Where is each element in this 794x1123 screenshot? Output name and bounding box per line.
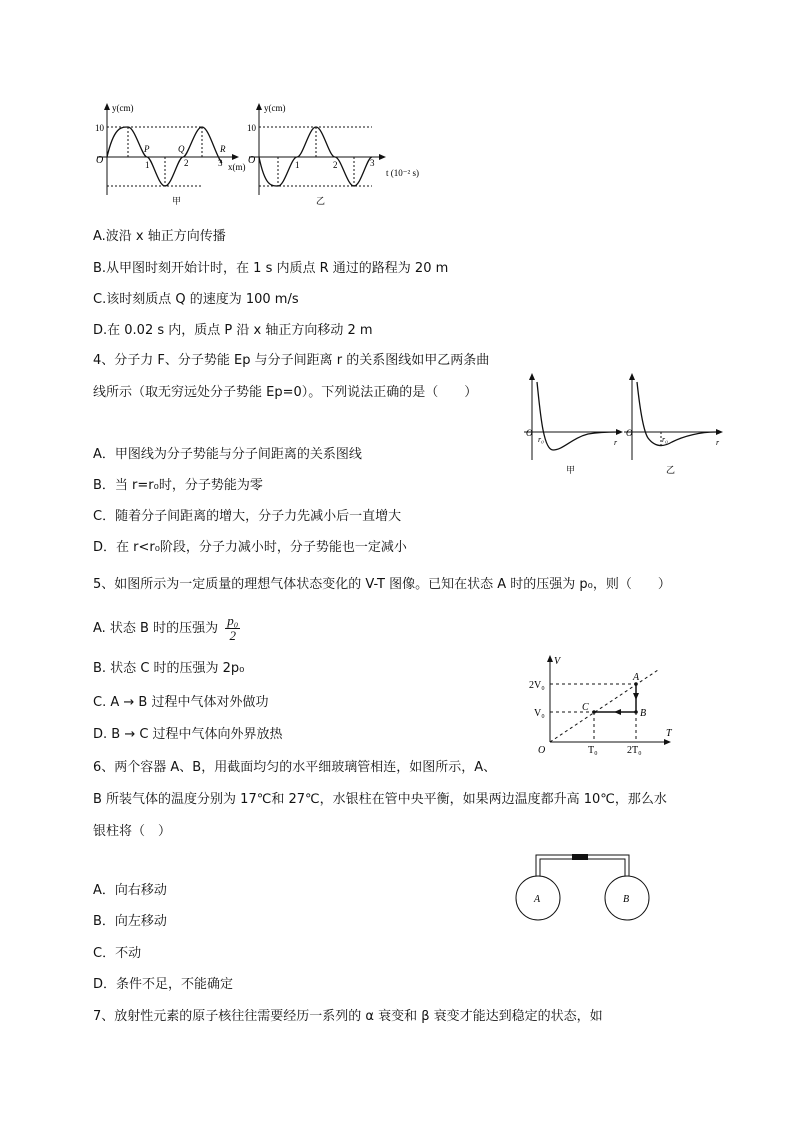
- q5-stem: 5、如图所示为一定质量的理想气体状态变化的 V-T 图像。已知在状态 A 时的压强为 p₀，则（ ）: [93, 577, 671, 592]
- svg-text:3: 3: [218, 158, 223, 168]
- svg-text:V: V: [554, 656, 561, 667]
- svg-text:2V₀: 2V₀: [529, 680, 545, 691]
- svg-text:x(m): x(m): [228, 162, 246, 172]
- svg-text:T₀: T₀: [588, 745, 598, 756]
- svg-text:10: 10: [95, 123, 104, 133]
- svg-text:3: 3: [370, 158, 375, 168]
- q5-fraction-numerator: p₀: [227, 613, 239, 628]
- q5-fraction-denominator: 2: [229, 628, 237, 643]
- q4-stem-line2: 线所示（取无穷远处分子势能 Ep=0）。下列说法正确的是（ ）: [93, 385, 478, 400]
- vibration-figure-yi: [244, 100, 434, 210]
- q4-stem-line1: 4、分子力 F、分子势能 Ep 与分子间距离 r 的关系图线如甲乙两条曲: [93, 353, 490, 368]
- svg-text:O: O: [626, 428, 633, 438]
- q6-stem-line1: 6、两个容器 A、B，用截面均匀的水平细玻璃管相连，如图所示，A、: [93, 760, 497, 775]
- q5-option-c: C. A → B 过程中气体对外做功: [93, 695, 269, 710]
- q3-option-c: C.该时刻质点 Q 的速度为 100 m/s: [93, 292, 299, 307]
- q5-option-d: D. B → C 过程中气体向外界放热: [93, 727, 283, 742]
- vt-graph-figure: [530, 650, 680, 760]
- q3-option-a: A.波沿 x 轴正方向传播: [93, 229, 226, 244]
- wave-figure-jia: [92, 100, 246, 210]
- svg-text:y(cm): y(cm): [264, 103, 286, 113]
- svg-text:O: O: [96, 155, 104, 166]
- svg-text:T: T: [666, 728, 672, 739]
- svg-text:r₀: r₀: [538, 435, 544, 444]
- q7-stem: 7、放射性元素的原子核往往需要经历一系列的 α 衰变和 β 衰变才能达到稳定的状态，如: [93, 1009, 603, 1024]
- q6-stem-line3: 银柱将（ ）: [93, 824, 172, 839]
- svg-text:O: O: [526, 428, 533, 438]
- svg-text:甲: 甲: [172, 197, 182, 207]
- q3-option-d: D.在 0.02 s 内，质点 P 沿 x 轴正方向移动 2 m: [93, 323, 373, 338]
- q5-option-a-text: A. 状态 B 时的压强为: [93, 621, 219, 636]
- svg-text:1: 1: [145, 160, 150, 170]
- q4-option-d: D．在 r<r₀阶段，分子力减小时，分子势能也一定减小: [93, 540, 407, 555]
- svg-text:甲: 甲: [566, 466, 576, 476]
- svg-text:乙: 乙: [666, 466, 676, 476]
- q4-option-b: B．当 r=r₀时，分子势能为零: [93, 478, 263, 493]
- svg-text:P: P: [144, 144, 150, 154]
- q5-option-b: B. 状态 C 时的压强为 2p₀: [93, 661, 245, 676]
- svg-text:y(cm): y(cm): [112, 103, 134, 113]
- q4-option-c: C．随着分子间距离的增大，分子力先减小后一直增大: [93, 509, 402, 524]
- svg-text:r: r: [716, 438, 720, 447]
- q6-option-b: B．向左移动: [93, 914, 167, 929]
- q6-stem-line2: B 所装气体的温度分别为 17℃和 27℃，水银柱在管中央平衡，如果两边温度都升高 10℃，那么水: [93, 792, 667, 807]
- svg-text:r: r: [614, 438, 618, 447]
- two-container-figure: [508, 846, 658, 926]
- svg-text:乙: 乙: [316, 197, 326, 207]
- svg-text:Q: Q: [178, 144, 185, 154]
- svg-text:A: A: [534, 894, 541, 905]
- q6-option-c: C．不动: [93, 946, 142, 961]
- q4-option-a: A．甲图线为分子势能与分子间距离的关系图线: [93, 447, 362, 462]
- svg-text:O: O: [248, 155, 256, 166]
- molecular-force-figure: [520, 370, 725, 480]
- svg-text:B: B: [640, 708, 647, 719]
- svg-text:10: 10: [247, 123, 256, 133]
- q5-option-a-fraction: [225, 614, 240, 643]
- svg-text:t (10⁻² s): t (10⁻² s): [386, 168, 419, 178]
- q6-option-d: D．条件不足，不能确定: [93, 977, 234, 992]
- svg-text:C: C: [582, 702, 589, 713]
- svg-text:A: A: [633, 672, 640, 683]
- svg-text:1: 1: [295, 160, 300, 170]
- svg-text:2T₀: 2T₀: [627, 745, 642, 756]
- q5-option-a: [93, 614, 240, 643]
- svg-text:r₀: r₀: [662, 435, 668, 444]
- q6-option-a: A．向右移动: [93, 883, 167, 898]
- svg-text:B: B: [623, 894, 630, 905]
- svg-text:2: 2: [333, 160, 338, 170]
- q3-option-b: B.从甲图时刻开始计时，在 1 s 内质点 R 通过的路程为 20 m: [93, 261, 449, 276]
- svg-text:V₀: V₀: [534, 708, 545, 719]
- svg-text:R: R: [220, 144, 226, 154]
- svg-text:2: 2: [184, 158, 189, 168]
- svg-text:O: O: [538, 745, 546, 756]
